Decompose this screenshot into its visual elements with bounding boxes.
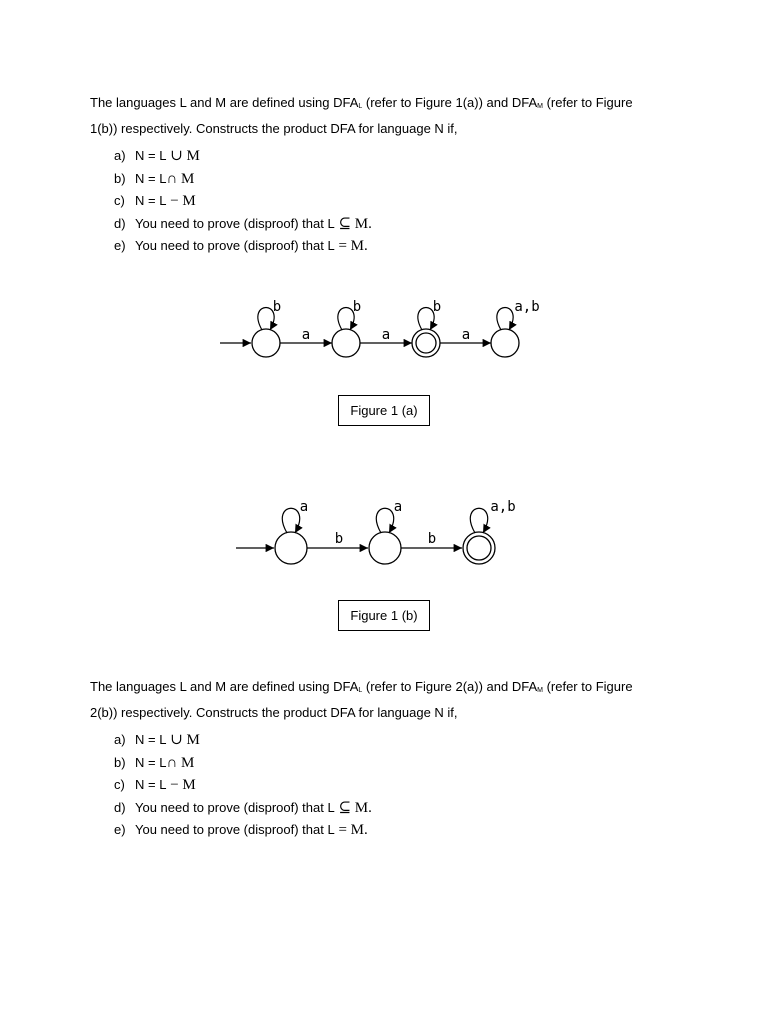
item-math: ∪ M — [166, 148, 200, 164]
intro-text: (refer to Figure 1(a)) and DFA — [362, 95, 538, 110]
list-item — [114, 752, 372, 775]
item-text: You need to prove (disproof) that L — [135, 799, 335, 815]
item-text: N = L — [135, 148, 167, 163]
item-math: ∩ M — [166, 170, 195, 187]
list-item — [114, 213, 372, 236]
accept-state-inner-ring — [467, 536, 491, 560]
accept-state-inner-ring — [416, 333, 436, 353]
question-2-list — [114, 729, 372, 842]
list-item — [114, 235, 372, 258]
edge-label: a — [381, 327, 391, 343]
intro-text: (refer to Figure — [542, 679, 633, 694]
item-math: ∩ M — [166, 754, 195, 771]
state-node — [369, 532, 401, 564]
list-item — [114, 145, 372, 168]
figure-1b-dfa — [0, 495, 768, 575]
loop-label: b — [272, 299, 282, 315]
item-label: a) — [114, 732, 126, 747]
intro-text: 1(b)) respectively. Constructs the product DFA for language N if, — [90, 120, 458, 136]
item-math: − M — [166, 777, 196, 793]
self-loop — [258, 308, 274, 331]
list-item — [114, 819, 372, 842]
question-2-intro — [90, 676, 680, 723]
intro-text: The languages L and M are defined using DFA — [90, 95, 359, 110]
figure-1b-caption: Figure 1 (b) — [338, 600, 430, 631]
item-label: c) — [114, 193, 125, 208]
item-math: ⊆ M. — [334, 799, 372, 816]
question-1-list — [114, 145, 372, 258]
item-math: ⊆ M. — [334, 215, 372, 232]
item-text: You need to prove (disproof) that L — [135, 822, 335, 837]
item-math: − M — [166, 193, 196, 209]
self-loop — [497, 308, 513, 331]
loop-label: a — [299, 499, 309, 515]
item-label: d) — [114, 799, 126, 815]
item-text: You need to prove (disproof) that L — [135, 238, 335, 253]
item-text: N = L — [135, 170, 167, 186]
loop-label: a,b — [490, 499, 516, 515]
accept-state-node — [463, 532, 495, 564]
item-math: = M. — [334, 238, 368, 254]
edge-label: a — [301, 327, 311, 343]
self-loop — [282, 508, 299, 533]
intro-text: 2(b)) respectively. Constructs the product DFA for language N if, — [90, 704, 458, 720]
item-math: ∪ M — [166, 732, 200, 748]
loop-label: b — [352, 299, 362, 315]
figure-1a-dfa — [0, 290, 768, 370]
intro-text: (refer to Figure 2(a)) and DFA — [362, 679, 538, 694]
list-item — [114, 168, 372, 191]
intro-text: The languages L and M are defined using DFA — [90, 679, 359, 694]
item-label: e) — [114, 822, 126, 837]
loop-label: a — [393, 499, 403, 515]
self-loop — [338, 308, 354, 331]
intro-text: (refer to Figure — [542, 95, 633, 110]
item-label: e) — [114, 238, 126, 253]
self-loop — [418, 308, 434, 331]
list-item — [114, 797, 372, 820]
edge-label: b — [334, 531, 344, 547]
loop-label: b — [432, 299, 442, 315]
item-label: a) — [114, 148, 126, 163]
edge-label: a — [461, 327, 471, 343]
item-label: d) — [114, 215, 126, 231]
state-node — [332, 329, 360, 357]
dfa-l-subscript: L — [358, 103, 363, 110]
figure-1a-caption: Figure 1 (a) — [338, 395, 430, 426]
item-label: c) — [114, 777, 125, 792]
dfa-l-subscript: L — [358, 687, 363, 694]
loop-label: a,b — [514, 299, 540, 315]
item-text: You need to prove (disproof) that L — [135, 215, 335, 231]
edge-label: b — [427, 531, 437, 547]
item-text: N = L — [135, 732, 167, 747]
dfa-m-subscript: M — [537, 687, 543, 694]
list-item — [114, 190, 372, 213]
dfa-m-subscript: M — [537, 103, 543, 110]
state-node — [252, 329, 280, 357]
list-item — [114, 729, 372, 752]
list-item — [114, 774, 372, 797]
item-text: N = L — [135, 777, 167, 792]
item-label: b) — [114, 170, 126, 186]
item-math: = M. — [334, 822, 368, 838]
self-loop — [470, 508, 487, 533]
item-label: b) — [114, 754, 126, 770]
state-node — [275, 532, 307, 564]
item-text: N = L — [135, 754, 167, 770]
state-node — [491, 329, 519, 357]
item-text: N = L — [135, 193, 167, 208]
question-1-intro — [90, 92, 680, 139]
self-loop — [376, 508, 393, 533]
